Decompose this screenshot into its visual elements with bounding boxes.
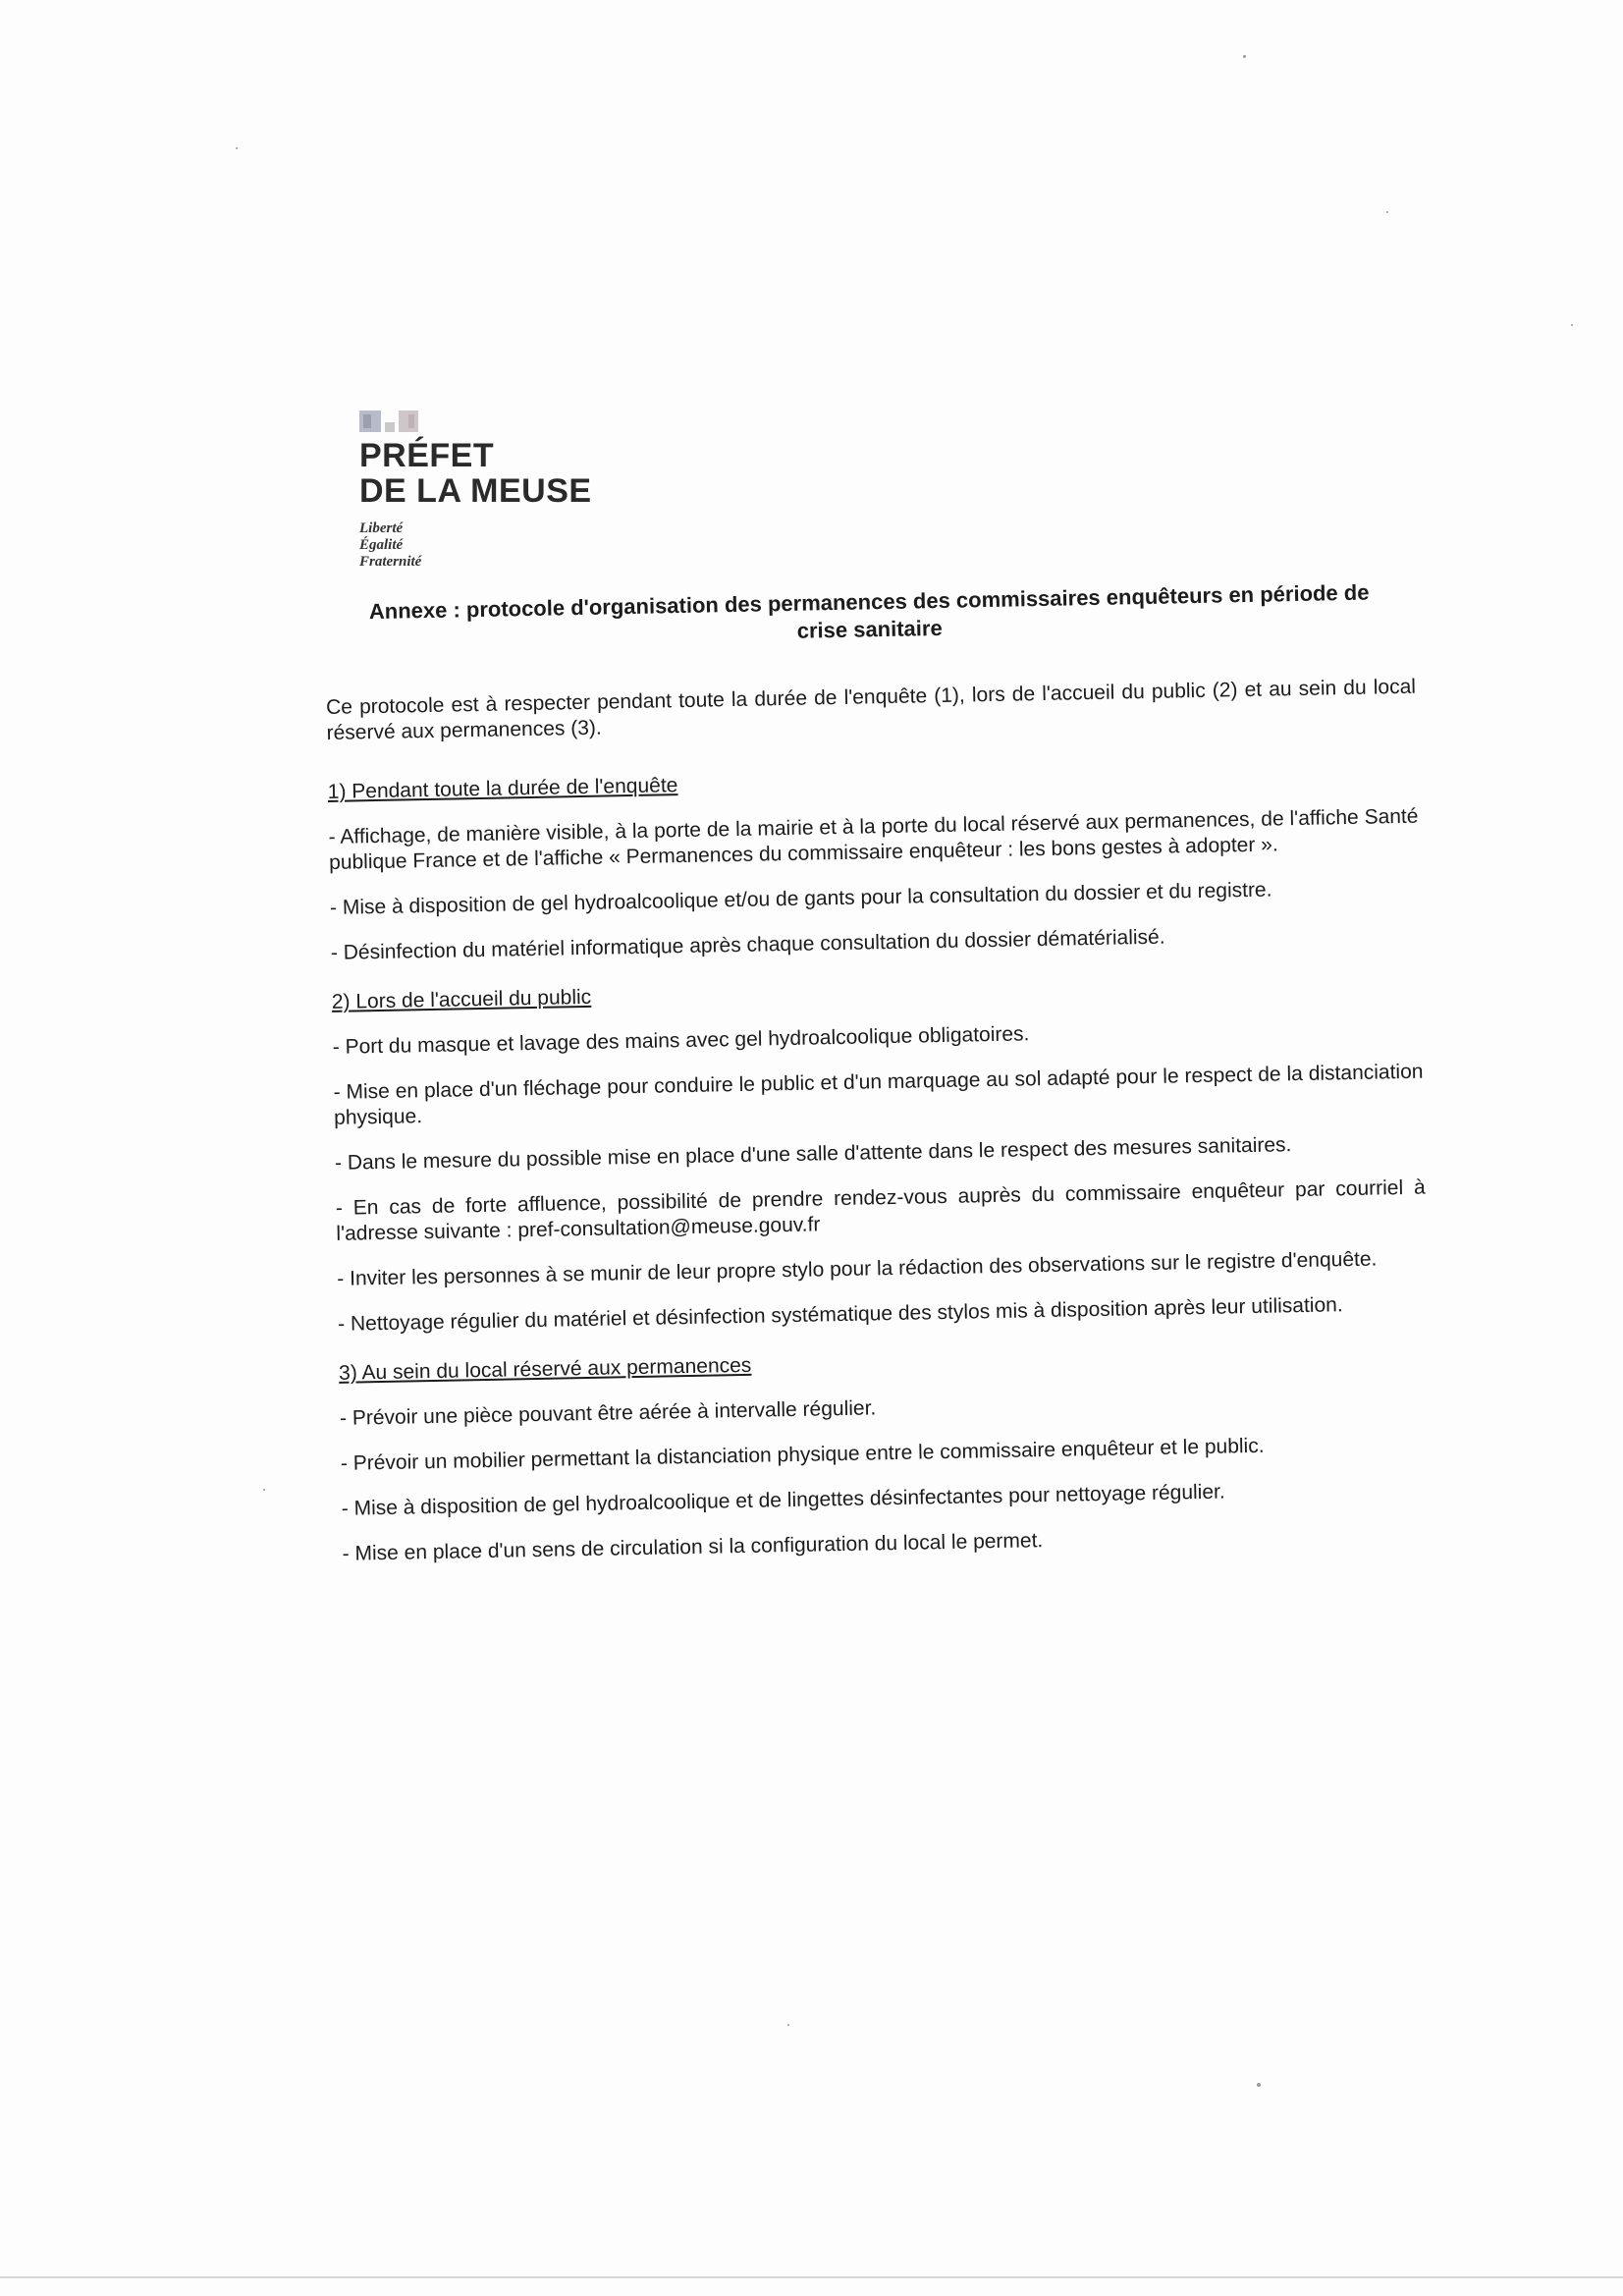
list-item: - Inviter les personnes à se munir de leur propre stylo pour la rédaction des observations sur le registre d'enquête. [337,1247,1378,1290]
prefet-title-line1: PRÉFET [359,437,495,474]
motto-egalite: Égalité [359,537,404,553]
document-body [324,578,1433,1587]
list-item: - Nettoyage régulier du matériel et désinfection systématique des stylos mis à disposition après leur utilisation. [337,1293,1343,1336]
list-item: - Désinfection du matériel informatique après chaque consultation du dossier dématérialisé. [330,925,1165,964]
list-item: - Mise à disposition de gel hydroalcoolique et de lingettes désinfectantes pour nettoyage régulier. [341,1480,1225,1520]
flag-red-icon [399,409,418,432]
section-heading: 2) Lors de l'accueil du public [331,985,592,1013]
section-1 [328,759,1421,966]
flag-blue-icon [359,409,381,432]
scan-speck [1386,211,1388,213]
list-item: - Prévoir un mobilier permettant la distanciation physique entre le commissaire enquêteur et le public. [340,1434,1265,1475]
list-item: - Mise en place d'un sens de circulation si la configuration du local le permet. [342,1529,1044,1565]
list-item: - Dans le mesure du possible mise en place d'une salle d'attente dans le respect des mesures sanitaires. [334,1133,1292,1175]
scan-speck [1257,2083,1261,2087]
list-item: - En cas de forte affluence, possibilité de prendre rendez-vous auprès du commissaire enquêteur par courriel à l'adresse suivante : pref-consultation@meuse.gouv.fr [335,1175,1426,1245]
intro-paragraph: Ce protocole est à respecter pendant toute la durée de l'enquête (1), lors de l'accueil du public (2) et au sein du local réservé aux permanences (3). [325,675,1417,744]
marianne-logo-icon [359,405,615,432]
scan-speck [787,2024,789,2026]
section-heading: 1) Pendant toute la durée de l'enquête [327,774,678,803]
scan-speck [236,147,238,149]
scan-speck [263,1489,265,1491]
prefet-title-line2: DE LA MEUSE [359,472,592,510]
motto-liberte: Liberté [359,520,404,536]
scan-speck [1571,324,1573,326]
section-heading: 3) Au sein du local réservé aux permanences [338,1353,752,1385]
annex-title: Annexe : protocole d'organisation des permanences des commissaires enquêteurs en période de crise sanitaire [368,579,1370,643]
scan-bottom-edge [0,2276,1623,2278]
section-3 [339,1340,1433,1567]
republic-motto [359,520,615,571]
list-item: - Port du masque et lavage des mains avec gel hydroalcoolique obligatoires. [332,1022,1030,1059]
marianne-accent-icon [385,422,395,432]
prefecture-logo-block [359,405,615,571]
list-item: - Prévoir une pièce pouvant être aérée à intervalle régulier. [339,1396,877,1430]
section-2 [332,969,1429,1338]
list-item: - Mise à disposition de gel hydroalcoolique et/ou de gants pour la consultation du dossier et du registre. [329,878,1272,919]
list-item: - Affichage, de manière visible, à la porte de la mairie et à la porte du local réservé aux permanences, de l'affiche Santé publique France et de l'affiche « Permanences du commissaire enquêteur : les bons gestes à adopter ». [328,804,1419,874]
list-item: - Mise en place d'un fléchage pour conduire le public et d'un marquage au sol adapté pour le respect de la distanciation physique. [333,1060,1424,1129]
motto-fraternite: Fraternité [359,554,422,570]
scan-speck [1243,55,1246,58]
